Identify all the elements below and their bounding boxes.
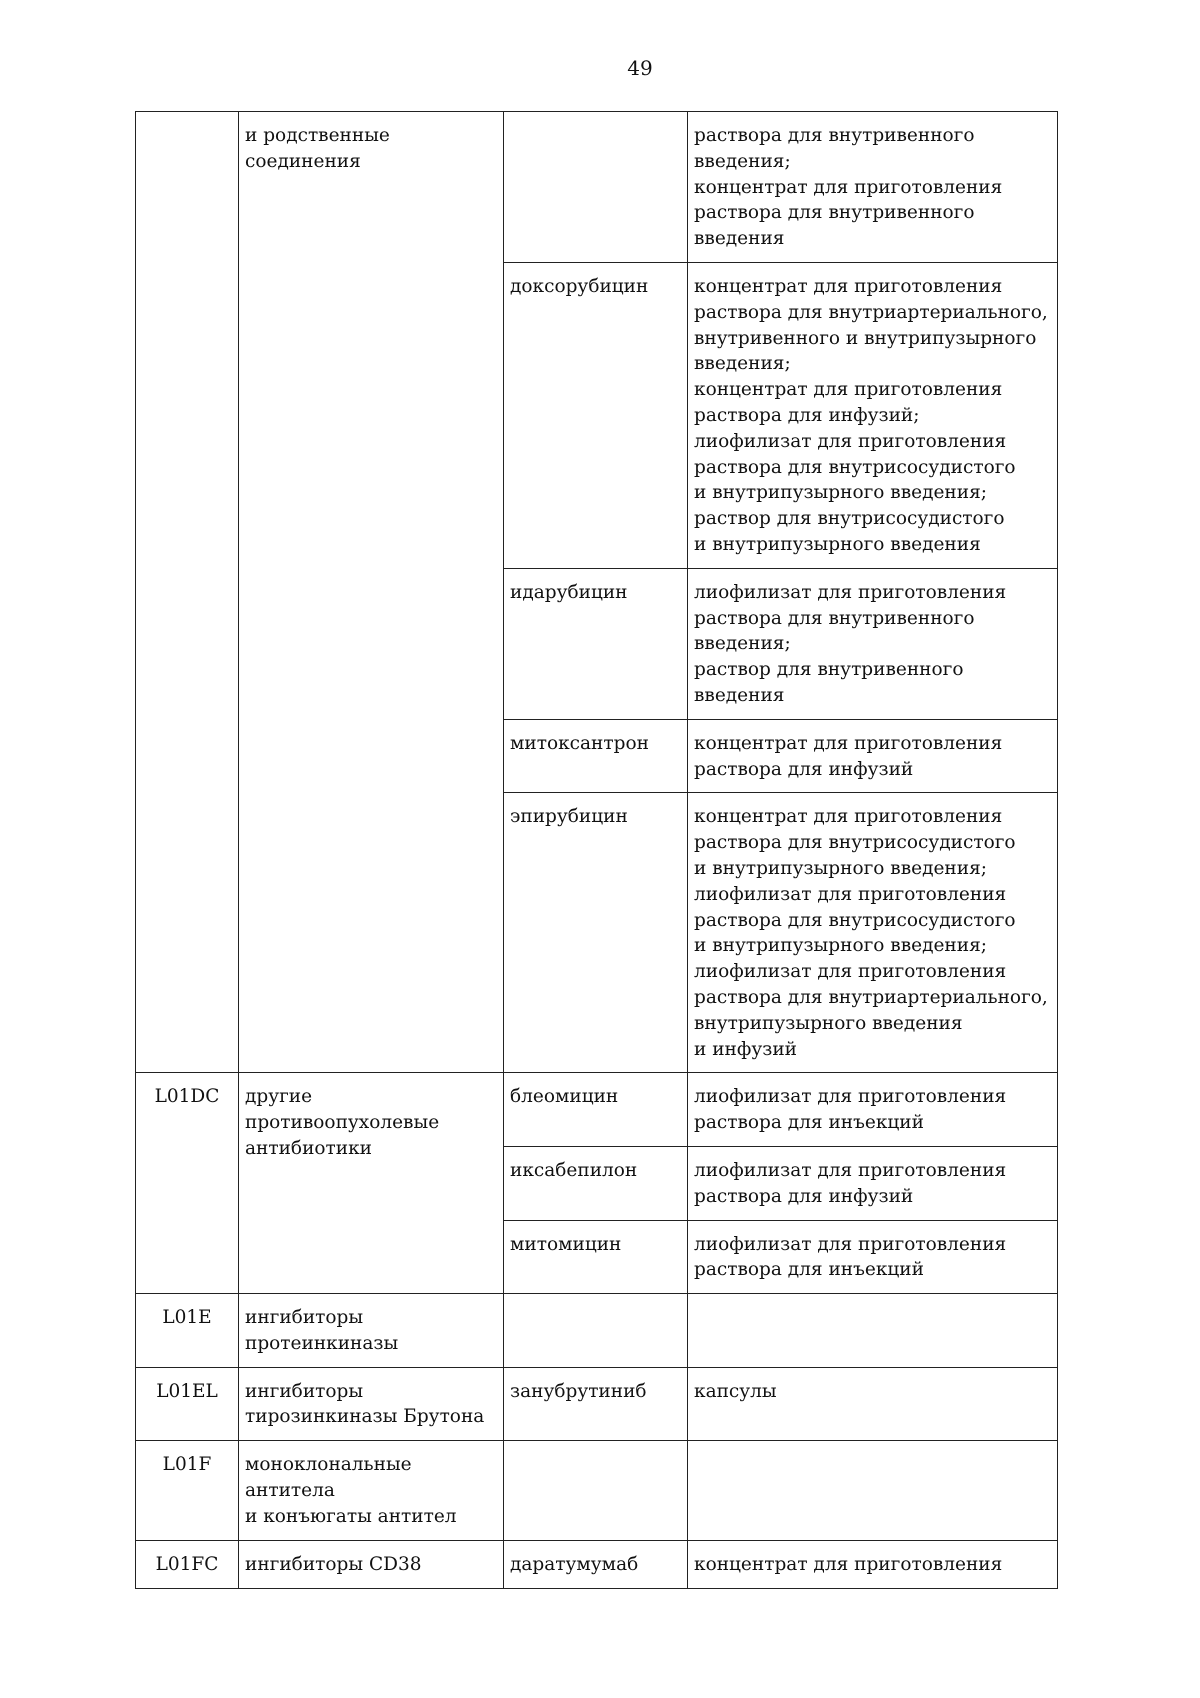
table-row	[136, 1441, 1058, 1540]
dosage-form-cell: капсулы	[688, 1367, 1058, 1441]
drug-name-cell	[504, 112, 688, 263]
dosage-form-cell: раствора для внутривенного введения; концентрат для приготовления раствора для внутривенного введения	[688, 112, 1058, 263]
dosage-form-cell: лиофилизат для приготовления раствора для внутривенного введения; раствор для внутривенного введения	[688, 568, 1058, 719]
table-row	[136, 1073, 1058, 1147]
drug-name-cell	[504, 1294, 688, 1368]
dosage-form-cell: концентрат для приготовления раствора для инфузий	[688, 719, 1058, 793]
table-row	[136, 1294, 1058, 1368]
drug-name-cell: эпирубицин	[504, 793, 688, 1073]
drug-name-cell: идарубицин	[504, 568, 688, 719]
drug-name-cell: митоксантрон	[504, 719, 688, 793]
drug-classification-table	[135, 111, 1058, 1589]
drug-name-cell	[504, 1441, 688, 1540]
drug-name-cell: блеомицин	[504, 1073, 688, 1147]
drug-name-cell: иксабепилон	[504, 1146, 688, 1220]
table-row	[136, 112, 1058, 263]
dosage-form-cell	[688, 1294, 1058, 1368]
dosage-form-cell: концентрат для приготовления раствора для внутриартериального, внутривенного и внутрипузырного введения; концентрат для приготовления раствора для инфузий; лиофилизат для приготовления раствора для внутрисосудистого и внутрипузырного введения; раствор для внутрисосудистого и внутрипузырного введения	[688, 263, 1058, 569]
group-name-cell: и родственные соединения	[239, 112, 504, 1073]
atc-code-cell: L01FC	[136, 1540, 239, 1588]
dosage-form-cell	[688, 1441, 1058, 1540]
group-name-cell: другие противоопухолевые антибиотики	[239, 1073, 504, 1294]
drug-name-cell: даратумумаб	[504, 1540, 688, 1588]
dosage-form-cell: концентрат для приготовления раствора для внутрисосудистого и внутрипузырного введения; лиофилизат для приготовления раствора для внутрисосудистого и внутрипузырного введения; лиофилизат для приготовления раствора для внутриартериального, внутрипузырного введения и инфузий	[688, 793, 1058, 1073]
page-number: 49	[627, 56, 653, 80]
group-name-cell: моноклональные антитела и конъюгаты антител	[239, 1441, 504, 1540]
group-name-cell: ингибиторы CD38	[239, 1540, 504, 1588]
drug-name-cell: занубрутиниб	[504, 1367, 688, 1441]
group-name-cell: ингибиторы протеинкиназы	[239, 1294, 504, 1368]
atc-code-cell: L01F	[136, 1441, 239, 1540]
table-row	[136, 1540, 1058, 1588]
drug-name-cell: митомицин	[504, 1220, 688, 1294]
table-row	[136, 1367, 1058, 1441]
drug-name-cell: доксорубицин	[504, 263, 688, 569]
group-name-cell: ингибиторы тирозинкиназы Брутона	[239, 1367, 504, 1441]
dosage-form-cell: лиофилизат для приготовления раствора для инфузий	[688, 1146, 1058, 1220]
atc-code-cell: L01E	[136, 1294, 239, 1368]
dosage-form-cell: лиофилизат для приготовления раствора для инъекций	[688, 1220, 1058, 1294]
dosage-form-cell: лиофилизат для приготовления раствора для инъекций	[688, 1073, 1058, 1147]
atc-code-cell	[136, 112, 239, 1073]
atc-code-cell: L01DC	[136, 1073, 239, 1294]
atc-code-cell: L01EL	[136, 1367, 239, 1441]
dosage-form-cell: концентрат для приготовления	[688, 1540, 1058, 1588]
